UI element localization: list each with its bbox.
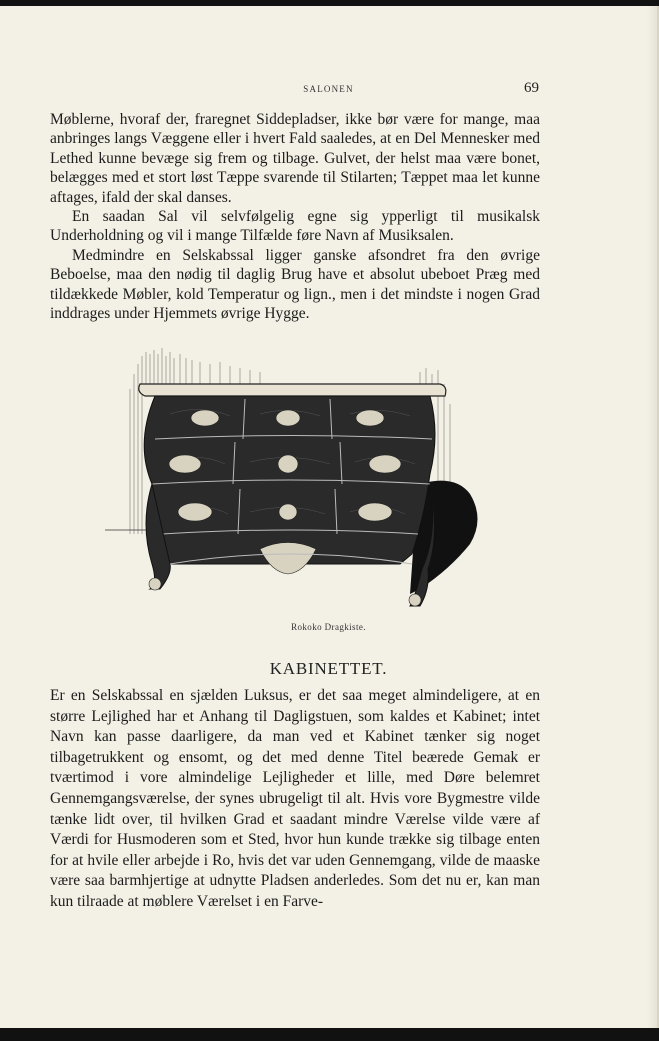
top-text-block <box>50 110 540 323</box>
paragraph-music-room: En saadan Sal vil selvfølgelig egne sig ypperligt til musikalsk Underholdning og vil i mange Tilfælde føre Navn af Musiksalen. <box>50 208 540 245</box>
rococo-chest-illustration <box>100 344 490 614</box>
paragraph-furniture: Møblerne, hvoraf der, fraregnet Siddepladser, ikke bør være for mange, maa anbringes langs Væggene eller i hvert Fald saaledes, at en Del Mennesker med Lethed kunne bevæge sig frem og tilbage. Gulvet, der helst maa være bonet, belægges med et stort løst Tæppe svarende til Stilarten; Tæppet maa let kunne aftages, ifald der skal danses. <box>50 111 540 206</box>
bottom-text-block <box>50 686 540 913</box>
book-page <box>0 6 659 1028</box>
paragraph-cabinet: Er en Selskabssal en sjælden Luksus, er det saa meget almindeligere, at en større Lejlighed har et Anhang til Dagligstuen, som kaldes et Kabinet; intet Navn kan passe daarligere, da man ved et Kabinet tænker sig noget tilbagetrukkent og ensomt, og det med denne Titel beærede Gemak er tværtimod i vore almindelige Lejligheder et lille, med Døre belemret Gennemgangsværelse, der synes ubrugeligt til alt. Hvis vore Bygmestre vilde tænke lidt over, til hvilken Grad et saadant mindre Værelse vilde være af Værdi for Husmoderen som et Sted, hvor hun kunde trække sig tilbage enten for at hvile eller arbejde i Ro, hvis det var uden Gennemgang, vilde de maaske være saa barmhjertige at udnytte Pladsen anderledes. Som det nu er, kan man kun tilraade at møblere Værelset i en Farve- <box>50 687 540 910</box>
page-number: 69 <box>524 80 539 96</box>
section-heading: KABINETTET. <box>269 659 388 678</box>
chest-drawing <box>100 344 490 614</box>
running-title: SALONEN <box>303 84 354 94</box>
figure-caption: Rokoko Dragkiste. <box>291 622 366 632</box>
paragraph-reception-room: Medmindre en Selskabssal ligger ganske afsondret fra den øvrige Beboelse, maa den nødig til daglig Brug have et absolut ubeboet Præg med tildækkede Møbler, kold Temperatur og lign., men i det mindste i nogen Grad inddrages under Hjemmets øvrige Hygge. <box>50 246 540 323</box>
